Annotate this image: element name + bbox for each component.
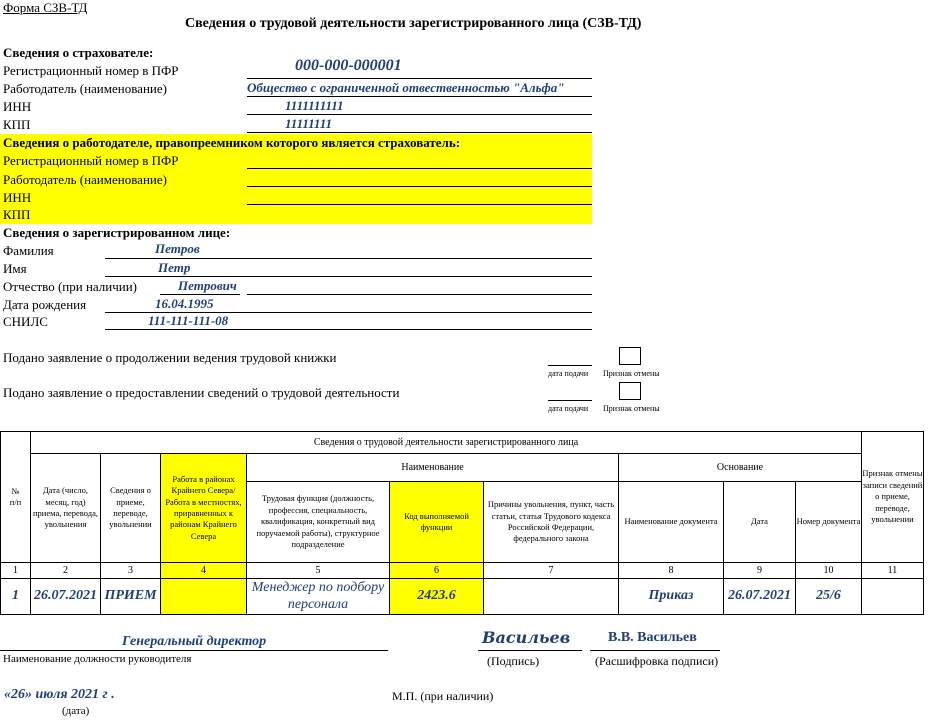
person-heading: Сведения о зарегистрированном лице:	[3, 225, 231, 240]
row-reason	[483, 578, 619, 615]
row-north	[160, 578, 247, 615]
surname-label: Фамилия	[3, 243, 54, 258]
col10-header: Номер документа	[795, 481, 862, 563]
application-1-cancel-box[interactable]	[619, 347, 641, 365]
insurer-kpp-value: 11111111	[285, 116, 332, 131]
insurer-kpp-label: КПП	[3, 117, 31, 132]
row-function: Менеджер по подбору персонала	[246, 578, 390, 615]
col3-header: Сведения о приеме, переводе, увольнении	[100, 453, 161, 563]
colnum-9: 9	[723, 562, 796, 579]
application-provide-info: Подано заявление о предоставлении сведений о трудовой деятельности	[3, 385, 400, 400]
row-code: 2423.6	[389, 578, 484, 615]
colnum-4: 4	[160, 562, 247, 579]
application-1-date-line	[548, 365, 592, 366]
application-2-date-line	[548, 400, 592, 401]
application-continue-book: Подано заявление о продолжении ведения трудовой книжки	[3, 350, 337, 365]
osnovanie-header: Основание	[618, 453, 862, 482]
decode-line	[590, 650, 720, 651]
col2-header: Дата (число, месяц, год) приема, перевода, увольнения	[30, 453, 101, 563]
position-caption: Наименование должности руководителя	[3, 653, 192, 665]
dob-value: 16.04.1995	[155, 296, 214, 311]
predecessor-inn-label: ИНН	[3, 190, 32, 205]
position-line	[0, 650, 388, 651]
col4-header: Работа в районах Крайнего Севера/Работа в местностях, приравненных к районам Крайнего Севера	[160, 453, 247, 563]
name-value: Петр	[158, 260, 191, 275]
col11-header: Признак отмены записи сведений о приеме, переводе, увольнении	[861, 431, 924, 563]
signature-line	[478, 650, 582, 651]
dob-label: Дата рождения	[3, 297, 87, 312]
decode-caption: (Расшифровка подписи)	[595, 654, 719, 668]
insurer-inn-line	[247, 114, 592, 115]
row-event: ПРИЕМ	[100, 578, 161, 615]
snils-value: 111-111-111-08	[148, 313, 229, 328]
insurer-kpp-line	[247, 132, 592, 133]
col7-header: Причины увольнения, пункт, часть статьи, статья Трудового кодекса Российской Федерации, федерального закона	[483, 481, 619, 563]
colnum-10: 10	[795, 562, 862, 579]
colnum-3: 3	[100, 562, 161, 579]
application-1-cancel-caption: Признак отмены	[603, 369, 660, 378]
name-label: Имя	[3, 261, 27, 276]
colnum-2: 2	[30, 562, 101, 579]
row-doc-number: 25/6	[795, 578, 862, 615]
row-doc-date: 26.07.2021	[723, 578, 796, 615]
colnum-1: 1	[0, 562, 31, 579]
colnum-5: 5	[246, 562, 390, 579]
patronymic-line-1	[160, 294, 240, 295]
row-n: 1	[0, 578, 31, 615]
insurer-employer-label: Работодатель (наименование)	[3, 81, 167, 96]
colnum-6: 6	[389, 562, 484, 579]
application-2-cancel-box[interactable]	[619, 382, 641, 400]
signature: Васильев	[482, 628, 571, 647]
page-title: Сведения о трудовой деятельности зарегистрированного лица (СЗВ-ТД)	[185, 16, 642, 31]
predecessor-reg-label: Регистрационный номер в ПФР	[3, 153, 179, 168]
insurer-inn-label: ИНН	[3, 99, 32, 114]
col5-header: Трудовая функция (должность, профессия, специальность, квалификация, конкретный вид поручаемой работы), структурное подразделение	[246, 481, 390, 563]
row-date: 26.07.2021	[30, 578, 101, 615]
predecessor-reg-line	[247, 168, 592, 169]
insurer-employer-line	[247, 96, 592, 97]
insurer-reg-label: Регистрационный номер в ПФР	[3, 63, 179, 78]
form-label: Форма СЗВ-ТД	[3, 0, 88, 15]
name-line	[105, 276, 592, 277]
predecessor-kpp-label: КПП	[3, 207, 31, 222]
patronymic-value: Петрович	[178, 278, 237, 293]
col6-header: Код выполняемой функции	[389, 481, 484, 563]
patronymic-label: Отчество (при наличии)	[3, 279, 138, 294]
surname-value: Петров	[155, 241, 200, 256]
application-1-date-caption: дата подачи	[548, 369, 589, 378]
colnum-11: 11	[861, 562, 924, 579]
application-2-cancel-caption: Признак отмены	[603, 404, 660, 413]
insurer-heading: Сведения о страхователе:	[3, 45, 154, 60]
row-doc-name: Приказ	[618, 578, 724, 615]
col9-header: Дата	[723, 481, 796, 563]
decode-value: В.В. Васильев	[608, 630, 697, 645]
predecessor-inn-line	[247, 204, 592, 205]
insurer-inn-value: 1111111111	[285, 98, 344, 113]
predecessor-employer-label: Работодатель (наименование)	[3, 172, 167, 187]
insurer-employer-value: Общество с ограниченной отвественностью "Альфа"	[247, 80, 565, 95]
predecessor-employer-line	[247, 186, 592, 187]
signature-caption: (Подпись)	[487, 654, 540, 668]
insurer-reg-value: 000-000-000001	[295, 57, 402, 74]
snils-label: СНИЛС	[3, 314, 48, 329]
patronymic-line-2	[247, 294, 592, 295]
col8-header: Наименование документа	[618, 481, 724, 563]
colnum-7: 7	[483, 562, 619, 579]
snils-line	[105, 329, 592, 330]
row-cancel	[861, 578, 924, 615]
col1-header: № п/п	[0, 431, 31, 563]
colnum-8: 8	[618, 562, 724, 579]
application-2-date-caption: дата подачи	[548, 404, 589, 413]
position-value: Генеральный директор	[122, 634, 267, 649]
surname-line	[105, 258, 592, 259]
insurer-reg-line	[247, 78, 592, 79]
stamp-caption: М.П. (при наличии)	[392, 689, 494, 703]
naimenovanie-header: Наименование	[246, 453, 619, 482]
sign-date-caption: (дата)	[62, 705, 90, 717]
group-header: Сведения о трудовой деятельности зарегистрированного лица	[30, 431, 862, 454]
sign-date-value: «26» июля 2021 г .	[4, 687, 115, 702]
predecessor-heading: Сведения о работодателе, правопреемником которого является страхователь:	[3, 135, 461, 150]
